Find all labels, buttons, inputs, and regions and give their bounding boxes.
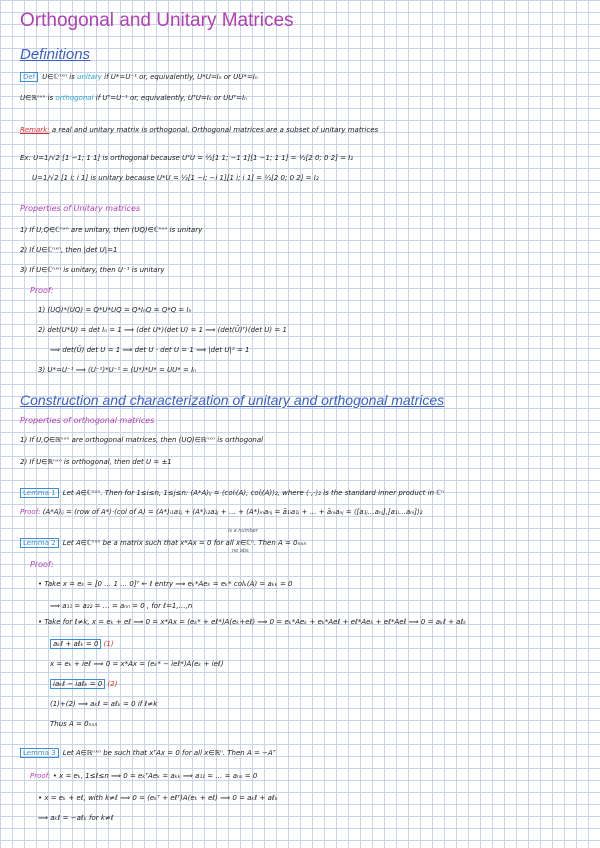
lemma-2-subnote: no abs (232, 548, 249, 554)
lemma-3-proof-text: • x = eₖ, 1≤ℓ≤n ⟹ 0 = eₖᵀAeₖ = aₖₖ ⟹ a₁₁ = … = aₙₙ = 0 (52, 772, 258, 780)
lemma-2-proof-line: • Take for ℓ≠k, x = eₖ + eℓ ⟹ 0 = x*Ax = (eₖ* + eℓ*)A(eₖ+eℓ) ⟹ 0 = eₖ*Aeₖ + eₖ*Aeℓ + eℓ*Aeₖ + eℓ*Aeℓ ⟹ 0 = aₖℓ + aℓₖ (38, 618, 467, 626)
lemma-2-note: is a number (228, 528, 258, 534)
props-unitary-item: 3) If U∈ℂⁿˣⁿ is unitary, then U⁻¹ is unitary (20, 266, 165, 274)
lemma-1-tag: Lemma 1 (20, 488, 59, 498)
boxed-equation-2: iaₖℓ − iaℓₖ = 0 (50, 679, 105, 689)
lemma-3-proof-line: ⟹ aₖℓ = −aℓₖ for k≠ℓ (38, 814, 114, 822)
unitary-definition (20, 72, 258, 82)
props-unitary-item: 2) If U∈ℂⁿˣⁿ, then |det U|=1 (20, 246, 118, 254)
lemma-3-statement (20, 748, 275, 758)
lemma-3-text: Let A∈ℝⁿˣⁿ be such that xᵀAx = 0 for all x∈ℝⁿ. Then A = −Aᵀ (62, 749, 276, 757)
proof-line: 1) (UQ)*(UQ) = Q*U*UQ = Q*IₙQ = Q*Q = Iₙ (38, 306, 192, 314)
remark-text: a real and unitary matrix is orthogonal. Orthogonal matrices are a subset of unitary matrices (51, 126, 379, 134)
lemma-1-proof-label: Proof: (20, 508, 41, 516)
page-title: Orthogonal and Unitary Matrices (20, 10, 294, 31)
def-tag: Def (20, 72, 38, 82)
lemma-3-proof-label: Proof: (30, 772, 51, 780)
orthogonal-post: if Uᵀ=U⁻¹ or, equivalently, UᵀU=Iₙ or UUᵀ=Iₙ (95, 94, 247, 102)
lemma-2-statement (20, 538, 306, 548)
proof-line: ⟹ det(Ū) det U = 1 ⟹ det U · det U = 1 ⟹ |det U|² = 1 (50, 346, 250, 354)
remark (20, 126, 378, 134)
lemma-1-proof-text: (A*A)ᵢⱼ = (row of A*)·(col of A) = (A*)ᵢ₁a₁ⱼ + (A*)ᵢ₂a₂ⱼ + … + (A*)ᵢₙaₙⱼ = ā₁ᵢa₁ⱼ + … + āₙᵢaₙⱼ = ⟨[a₁ⱼ…aₙⱼ],[a₁ᵢ…aₙᵢ]⟩₂ (42, 508, 423, 516)
lemma-2-proof-label: Proof: (30, 560, 54, 569)
unitary-pre: U∈ℂⁿˣⁿ is (42, 73, 75, 81)
lemma-1-statement (20, 488, 444, 498)
props-unitary-heading: Properties of Unitary matrices (20, 204, 141, 213)
remark-label: Remark: (20, 126, 50, 134)
equation-mark-1: (1) (103, 640, 114, 648)
proof-line: 2) det(U*U) = det Iₙ = 1 ⟹ (det U*)(det U) = 1 ⟹ (det(Ū)ᵀ)(det U) = 1 (38, 326, 287, 334)
props-unitary-item: 1) If U,Q∈ℂⁿˣⁿ are unitary, then (UQ)∈ℂⁿˣⁿ is unitary (20, 226, 203, 234)
lemma-2-eq-1 (50, 640, 114, 648)
unitary-post: if U*=U⁻¹ or, equivalently, U*U=Iₙ or UU*=Iₙ (104, 73, 258, 81)
proof-label: Proof: (30, 286, 54, 295)
boxed-equation-1: aₖℓ + aℓₖ = 0 (50, 639, 101, 649)
lemma-1-proof (20, 508, 423, 516)
example-unitary: U=1/√2 [1 i; i 1] is unitary because U*U = ½[1 −i; −i 1][1 i; i 1] = ½[2 0; 0 2] = I₂ (32, 174, 319, 182)
lemma-2-eq-2 (50, 680, 117, 688)
lemma-2-proof-line: ⟹ a₁₁ = a₂₂ = … = aₙₙ = 0 , for ℓ=1,…,n (50, 602, 193, 610)
lemma-3-tag: Lemma 3 (20, 748, 59, 758)
lemma-2-proof-line: x = eₖ + ieℓ ⟹ 0 = x*Ax = (eₖ* − ieℓ*)A(eₖ + ieℓ) (50, 660, 224, 668)
unitary-keyword: unitary (77, 73, 102, 81)
lemma-3-proof-line: • x = eₖ + eℓ, with k≠ℓ ⟹ 0 = (eₖᵀ + eℓᵀ)A(eₖ + eℓ) ⟹ 0 = aₖℓ + aℓₖ (38, 794, 278, 802)
proof-line: 3) U*=U⁻¹ ⟹ (U⁻¹)*U⁻¹ = (U*)*U* = UU* = Iₙ (38, 366, 196, 374)
equation-mark-2: (2) (107, 680, 118, 688)
lemma-2-text: Let A∈ℂⁿˣⁿ be a matrix such that x*Ax = 0 for all x∈ℂⁿ. Then A = 0ₙₓₙ (62, 539, 307, 547)
lemma-2-tag: Lemma 2 (20, 538, 59, 548)
example-orthogonal: Ex: U=1/√2 [1 −1; 1 1] is orthogonal because UᵀU = ½[1 1; −1 1][1 −1; 1 1] = ½[2 0; 0 2] = I₂ (20, 154, 354, 162)
props-orthogonal-heading: Properties of orthogonal matrices (20, 416, 155, 425)
lemma-2-proof-line: • Take x = eₖ = [0 … 1 … 0]ᵀ ← ℓ entry ⟹ eₖ*Aeₖ = eₖ* colₖ(A) = aₖₖ = 0 (38, 580, 293, 588)
orthogonal-pre: U∈ℝⁿˣⁿ is (20, 94, 54, 102)
construction-heading: Construction and characterization of unitary and orthogonal matrices (20, 392, 445, 408)
lemma-3-proof-1 (30, 772, 257, 780)
props-orthogonal-item: 1) If U,Q∈ℝⁿˣⁿ are orthogonal matrices, then (UQ)∈ℝⁿˣⁿ is orthogonal (20, 436, 264, 444)
lemma-1-text: Let A∈ℂⁿˣⁿ. Then for 1≤i≤n, 1≤j≤n: (A*A)ᵢⱼ = ⟨colᵢ(A), colⱼ(A)⟩₂, where ⟨·,·⟩₂ is the standard inner product in ℂⁿ (62, 489, 444, 497)
orthogonal-keyword: orthogonal (55, 94, 94, 102)
orthogonal-definition (20, 94, 247, 102)
props-orthogonal-item: 2) If U∈ℝⁿˣⁿ is orthogonal, then det U = ±1 (20, 458, 172, 466)
lemma-2-conclusion: Thus A = 0ₙₓₙ (50, 720, 98, 728)
lemma-2-proof-line: (1)+(2) ⟹ aₖℓ = aℓₖ = 0 if ℓ≠k (50, 700, 158, 708)
definitions-heading: Definitions (20, 46, 91, 63)
